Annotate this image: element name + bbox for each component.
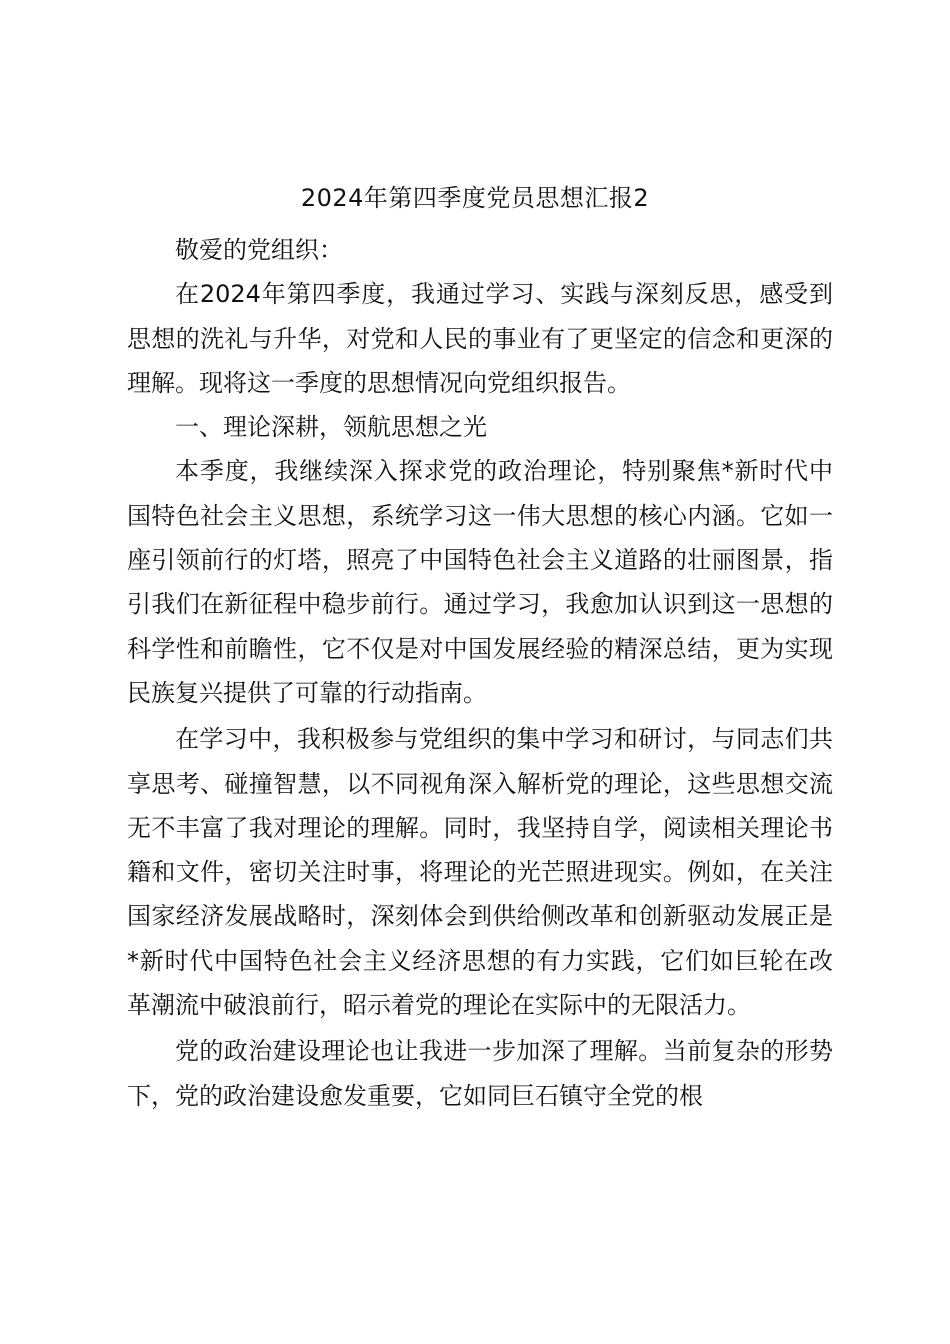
salutation: 敬爱的党组织： [175, 236, 343, 264]
paragraph-group-learning: 在学习中，我积极参与党组织的集中学习和研讨，与同志们共享思考、碰撞智慧，以不同视角深入解析党的理论，这些思想交流无不丰富了我对理论的理解。同时，我坚持自学，阅读相关理论书籍和文件，密切关注时事，将理论的光芒照进现实。例如，在关注国家经济发展战略时，深刻体会到供给侧改革和创新驱动发展正是*新时代中国特色社会主义经济思想的有力实践，它们如巨轮在改革潮流中破浪前行，昭示着党的理论在实际中的无限活力。 [127, 725, 833, 1020]
document-body [127, 228, 833, 1118]
section-heading-1: 一、理论深耕，领航思想之光 [175, 413, 487, 442]
paragraph-political-building: 党的政治建设理论也让我进一步加深了理解。当前复杂的形势下，党的政治建设愈发重要，它如同巨石镇守全党的根 [127, 1037, 833, 1110]
document-title: 2024年第四季度党员思想汇报2 [300, 184, 650, 212]
paragraph-intro: 在2024年第四季度，我通过学习、实践与深刻反思，感受到思想的洗礼与升华，对党和人民的事业有了更坚定的信念和更深的理解。现将这一季度的思想情况向党组织报告。 [127, 280, 833, 397]
paragraph-theory-study: 本季度，我继续深入探求党的政治理论，特别聚焦*新时代中国特色社会主义思想，系统学习这一伟大思想的核心内涵。它如一座引领前行的灯塔，照亮了中国特色社会主义道路的壮丽图景，指引我们在新征程中稳步前行。通过学习，我愈加认识到这一思想的科学性和前瞻性，它不仅是对中国发展经验的精深总结，更为实现民族复兴提供了可靠的行动指南。 [127, 457, 833, 707]
